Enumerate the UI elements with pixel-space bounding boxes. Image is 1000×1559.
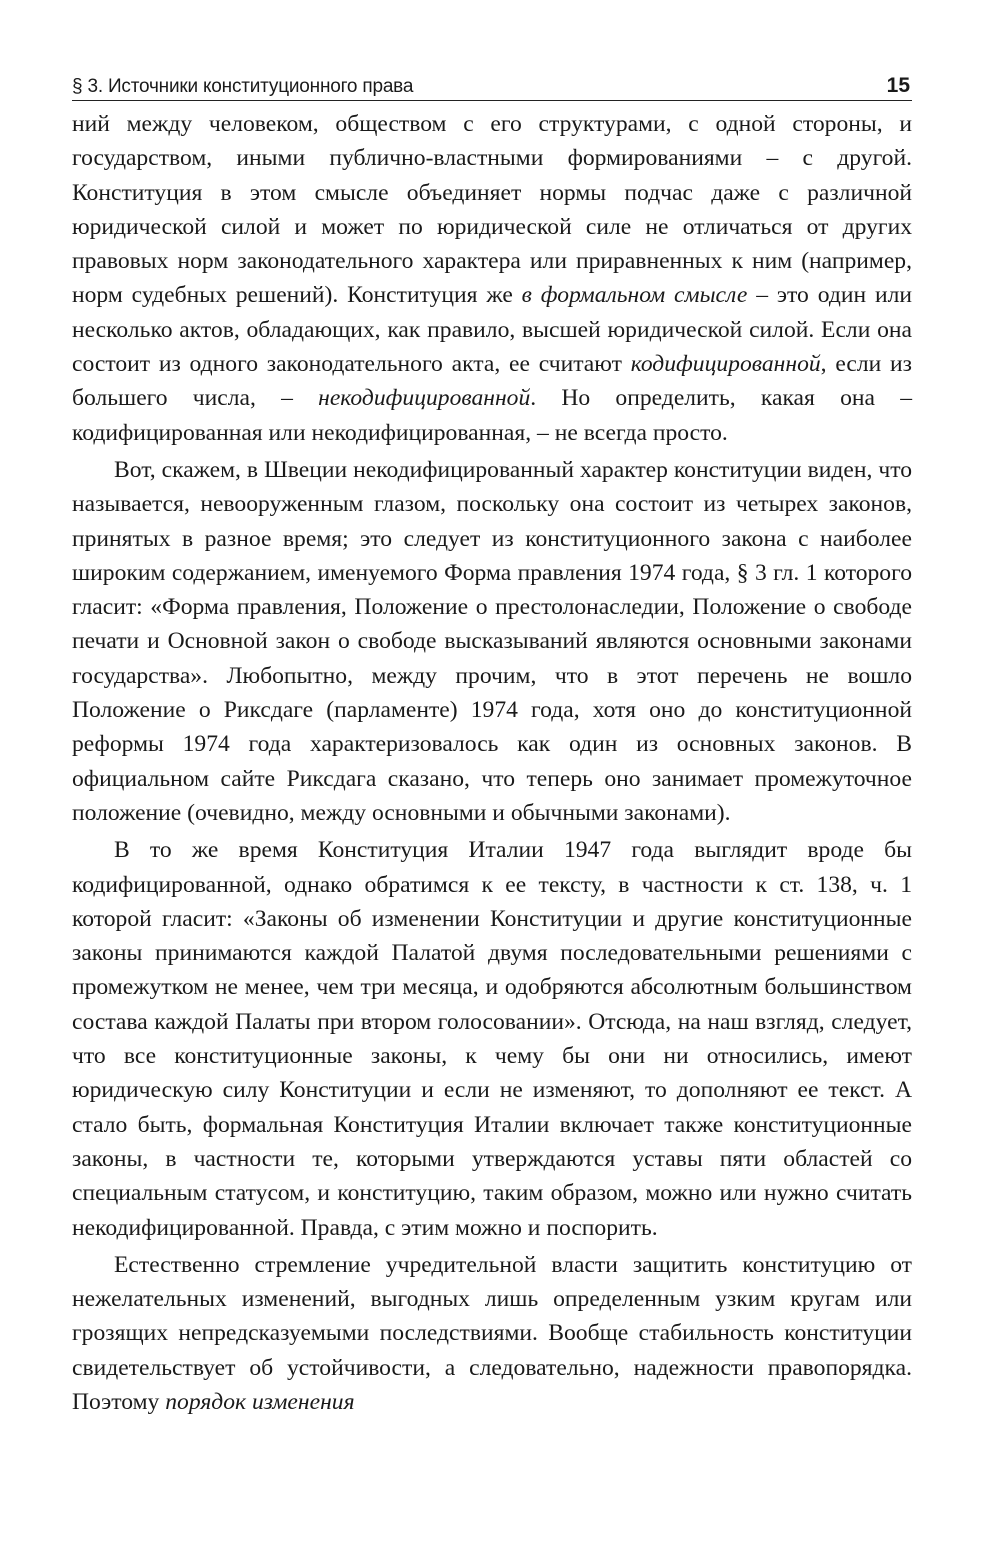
- italic-term: порядок изменения: [165, 1388, 355, 1415]
- italic-term: в формальном смысле: [521, 282, 748, 309]
- body-text: [72, 107, 912, 1419]
- text-run: . Но определить, какая она – кодифицированная или некодифицированная, – не всегда просто.: [72, 385, 912, 446]
- paragraph-2: [72, 453, 912, 830]
- italic-term: кодифицированной: [630, 351, 821, 378]
- paragraph-4: [72, 1248, 912, 1419]
- text-run: Вот, скажем, в Швеции некодифицированный характер конституции виден, что называется, невооруженным глазом, поскольку она состоит из четырех законов, принятых в разное время; это следует из конституционного закона с наиболее широким содержанием, именуемого Форма правления 1974 года, § 3 гл. 1 которого гласит: «Форма правления, Положение о престолонаследии, Положение о свободе печати и Основной закон о свободе высказываний являются основными законами государства». Любопытно, между прочим, что в этот перечень не вошло Положение о Риксдаге (парламенте) 1974 года, хотя оно до конституционной реформы 1974 года характеризовалось как один из основных законов. В официальном сайте Риксдага сказано, что теперь оно занимает промежуточное положение (очевидно, между основными и обычными законами).: [72, 456, 912, 826]
- text-run: В то же время Конституция Италии 1947 года выглядит вроде бы кодифицированной, однако обратимся к ее тексту, в частности к ст. 138, ч. 1 которой гласит: «Законы об изменении Конституции и другие конституционные законы принимаются каждой Палатой двумя последовательными решениями с промежутком не менее, чем три месяца, и одобряются абсолютным большинством состава каждой Палаты при втором голосовании». Отсюда, на наш взгляд, следует, что все конституционные законы, к чему бы они ни относились, имеют юридическую силу Конституции и если не изменяют, то дополняют ее текст. А стало быть, формальная Конституция Италии включает также конституционные законы, в частности те, которыми утверждаются уставы пяти областей со специальным статусом, и конституцию, таким образом, можно или нужно считать некодифицированной. Правда, с этим можно и поспорить.: [72, 837, 912, 1241]
- book-page: [72, 68, 912, 1419]
- text-run: – это один или несколько актов, обладающих, как правило, высшей юридической силой. Если она состоит из одного законодательного акта, ее считают: [72, 282, 912, 378]
- paragraph-1: [72, 107, 912, 450]
- page-number: 15: [886, 74, 910, 97]
- italic-term: некодифицированной: [318, 385, 531, 412]
- text-run: Естественно стремление учредительной власти защитить конституцию от нежелательных изменений, выгодных лишь определенным узким кругам или грозящих непредсказуемыми последствиями. Вообще стабильность конституции свидетельствует об устойчивости, а следовательно, надежности правопорядка. Поэтому: [72, 1251, 912, 1415]
- text-run: , если из большего числа, –: [72, 351, 912, 412]
- paragraph-3: [72, 833, 912, 1245]
- text-run: ний между человеком, обществом с его структурами, с одной стороны, и государством, иными публично-властными формированиями – с другой. Конституция в этом смысле объединяет нормы подчас даже с различной юридической силой и может по юридической силе не отличаться от других правовых норм законодательного характера или приравненных к ним (например, норм судебных решений). Конституция же: [72, 111, 912, 309]
- running-header: [72, 68, 912, 101]
- running-title: § 3. Источники конституционного права: [72, 76, 414, 97]
